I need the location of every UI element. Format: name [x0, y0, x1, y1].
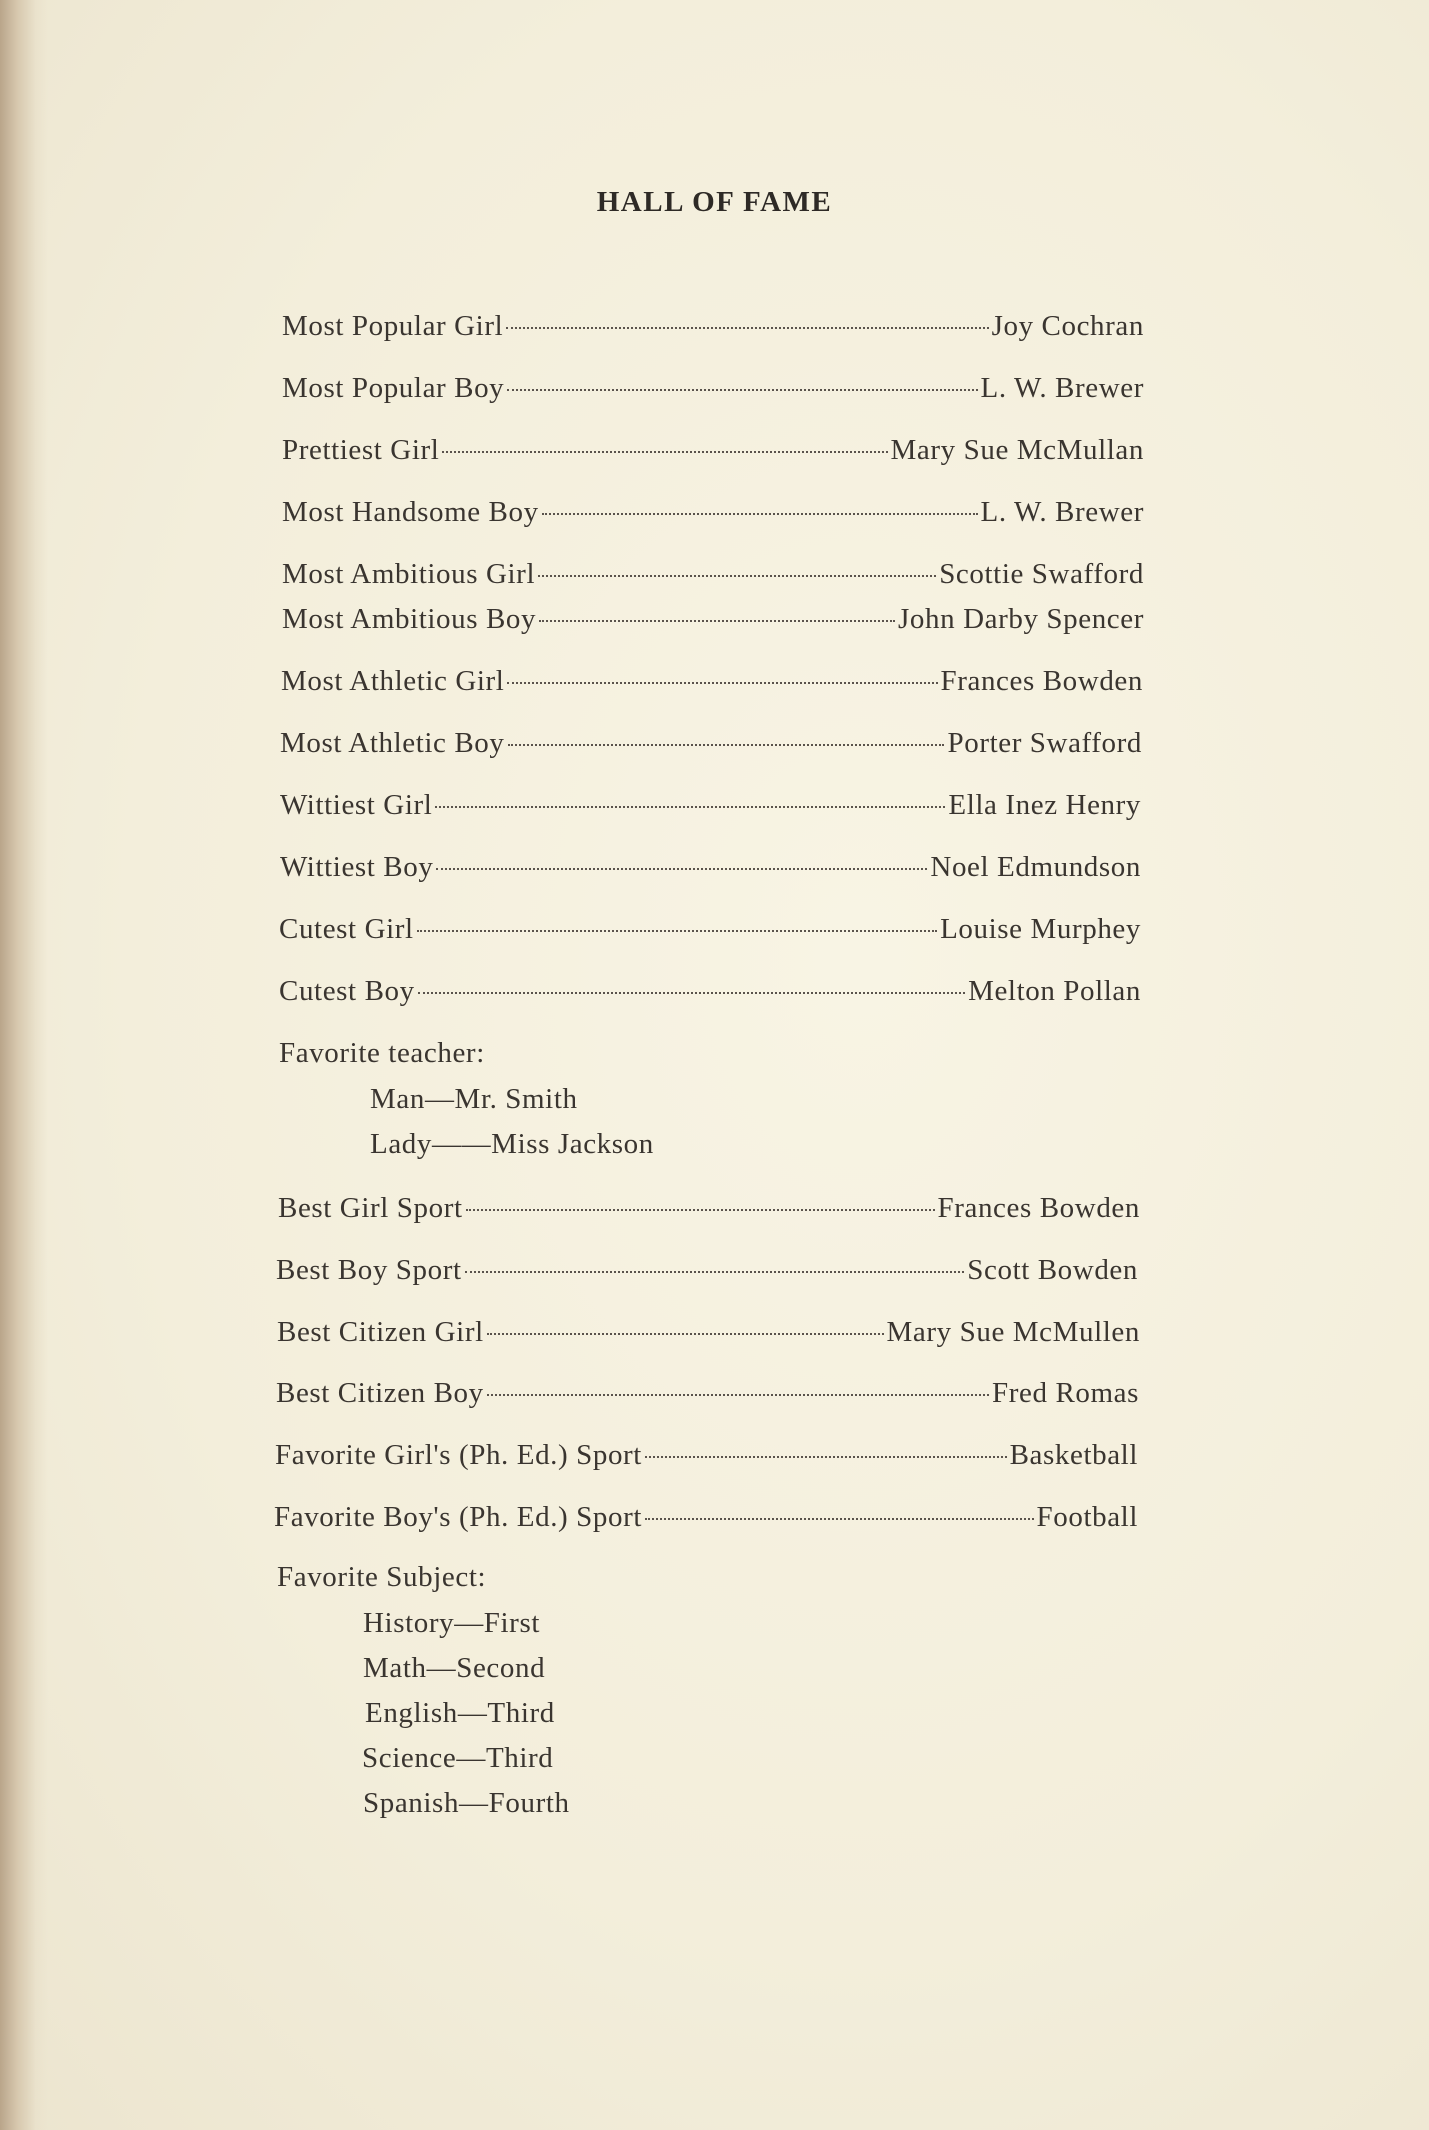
award-label: Most Athletic Girl	[281, 665, 505, 697]
award-label: Favorite Girl's (Ph. Ed.) Sport	[275, 1439, 642, 1471]
award-winner: Football	[1036, 1501, 1138, 1533]
award-row	[280, 789, 1141, 829]
dot-leader	[435, 806, 945, 808]
favorite-teacher-man: Man—Mr. Smith	[370, 1083, 578, 1115]
award-winner: Ella Inez Henry	[948, 789, 1141, 821]
award-label: Cutest Girl	[279, 913, 414, 945]
favorite-teacher-heading: Favorite teacher:	[279, 1037, 485, 1069]
award-row	[276, 1377, 1139, 1417]
dot-leader	[542, 513, 978, 515]
award-label: Most Ambitious Girl	[282, 558, 536, 590]
dot-leader	[442, 451, 887, 453]
favorite-subject-heading: Favorite Subject:	[277, 1561, 487, 1593]
award-winner: Scott Bowden	[967, 1254, 1138, 1286]
favorite-subject-item: History—First	[363, 1607, 540, 1639]
award-winner: Porter Swafford	[947, 727, 1142, 759]
award-winner: Mary Sue McMullan	[890, 434, 1144, 466]
award-label: Best Citizen Boy	[276, 1377, 484, 1409]
award-winner: Basketball	[1009, 1439, 1138, 1471]
award-winner: Louise Murphey	[940, 913, 1141, 945]
dot-leader	[436, 868, 927, 870]
favorite-subject-item: English—Third	[365, 1697, 555, 1729]
award-winner: Melton Pollan	[968, 975, 1141, 1007]
dot-leader	[418, 992, 965, 994]
award-row	[282, 496, 1144, 536]
award-winner: Noel Edmundson	[930, 851, 1141, 883]
award-row	[280, 851, 1141, 891]
award-winner: Joy Cochran	[991, 310, 1144, 342]
award-row	[279, 975, 1141, 1015]
dot-leader	[487, 1394, 989, 1396]
award-row	[282, 558, 1144, 598]
award-label: Best Girl Sport	[278, 1192, 463, 1224]
award-winner: Scottie Swafford	[939, 558, 1144, 590]
award-row	[277, 1316, 1140, 1356]
award-row	[282, 434, 1144, 474]
award-row	[280, 727, 1142, 767]
award-row	[279, 913, 1141, 953]
favorite-subject-item: Science—Third	[362, 1742, 554, 1774]
award-winner: Frances Bowden	[937, 1192, 1140, 1224]
award-winner: L. W. Brewer	[980, 496, 1144, 528]
award-label: Most Popular Girl	[282, 310, 504, 342]
award-row	[276, 1254, 1138, 1294]
award-winner: Fred Romas	[992, 1377, 1139, 1409]
dot-leader	[465, 1271, 965, 1273]
favorite-subject-item: Spanish—Fourth	[363, 1787, 570, 1819]
dot-leader	[508, 744, 945, 746]
award-row	[275, 1439, 1138, 1479]
award-row	[281, 665, 1143, 705]
dot-leader	[506, 327, 988, 329]
award-row	[274, 1501, 1138, 1541]
page-title: HALL OF FAME	[596, 186, 833, 218]
award-label: Wittiest Boy	[280, 851, 434, 883]
award-winner: Mary Sue McMullen	[886, 1316, 1140, 1348]
award-winner: Frances Bowden	[940, 665, 1143, 697]
award-label: Best Citizen Girl	[277, 1316, 484, 1348]
award-label: Most Handsome Boy	[282, 496, 539, 528]
award-label: Most Popular Boy	[282, 372, 505, 404]
dot-leader	[538, 575, 936, 577]
award-row	[278, 1192, 1140, 1232]
award-winner: L. W. Brewer	[980, 372, 1144, 404]
award-label: Wittiest Girl	[280, 789, 433, 821]
favorite-teacher-lady: Lady——Miss Jackson	[370, 1128, 654, 1160]
award-label: Prettiest Girl	[282, 434, 440, 466]
award-label: Best Boy Sport	[276, 1254, 462, 1286]
dot-leader	[507, 389, 977, 391]
favorite-subject-item: Math—Second	[363, 1652, 546, 1684]
award-row	[282, 310, 1144, 350]
award-label: Most Athletic Boy	[280, 727, 505, 759]
dot-leader	[539, 620, 895, 622]
dot-leader	[645, 1456, 1007, 1458]
award-label: Cutest Boy	[279, 975, 415, 1007]
dot-leader	[417, 930, 937, 932]
dot-leader	[487, 1333, 884, 1335]
award-winner: John Darby Spencer	[898, 603, 1144, 635]
award-label: Favorite Boy's (Ph. Ed.) Sport	[274, 1501, 642, 1533]
dot-leader	[645, 1518, 1034, 1520]
award-label: Most Ambitious Boy	[282, 603, 537, 635]
award-row	[282, 603, 1144, 643]
binding-shadow	[0, 0, 48, 2130]
dot-leader	[466, 1209, 935, 1211]
award-row	[282, 372, 1144, 412]
dot-leader	[507, 682, 937, 684]
